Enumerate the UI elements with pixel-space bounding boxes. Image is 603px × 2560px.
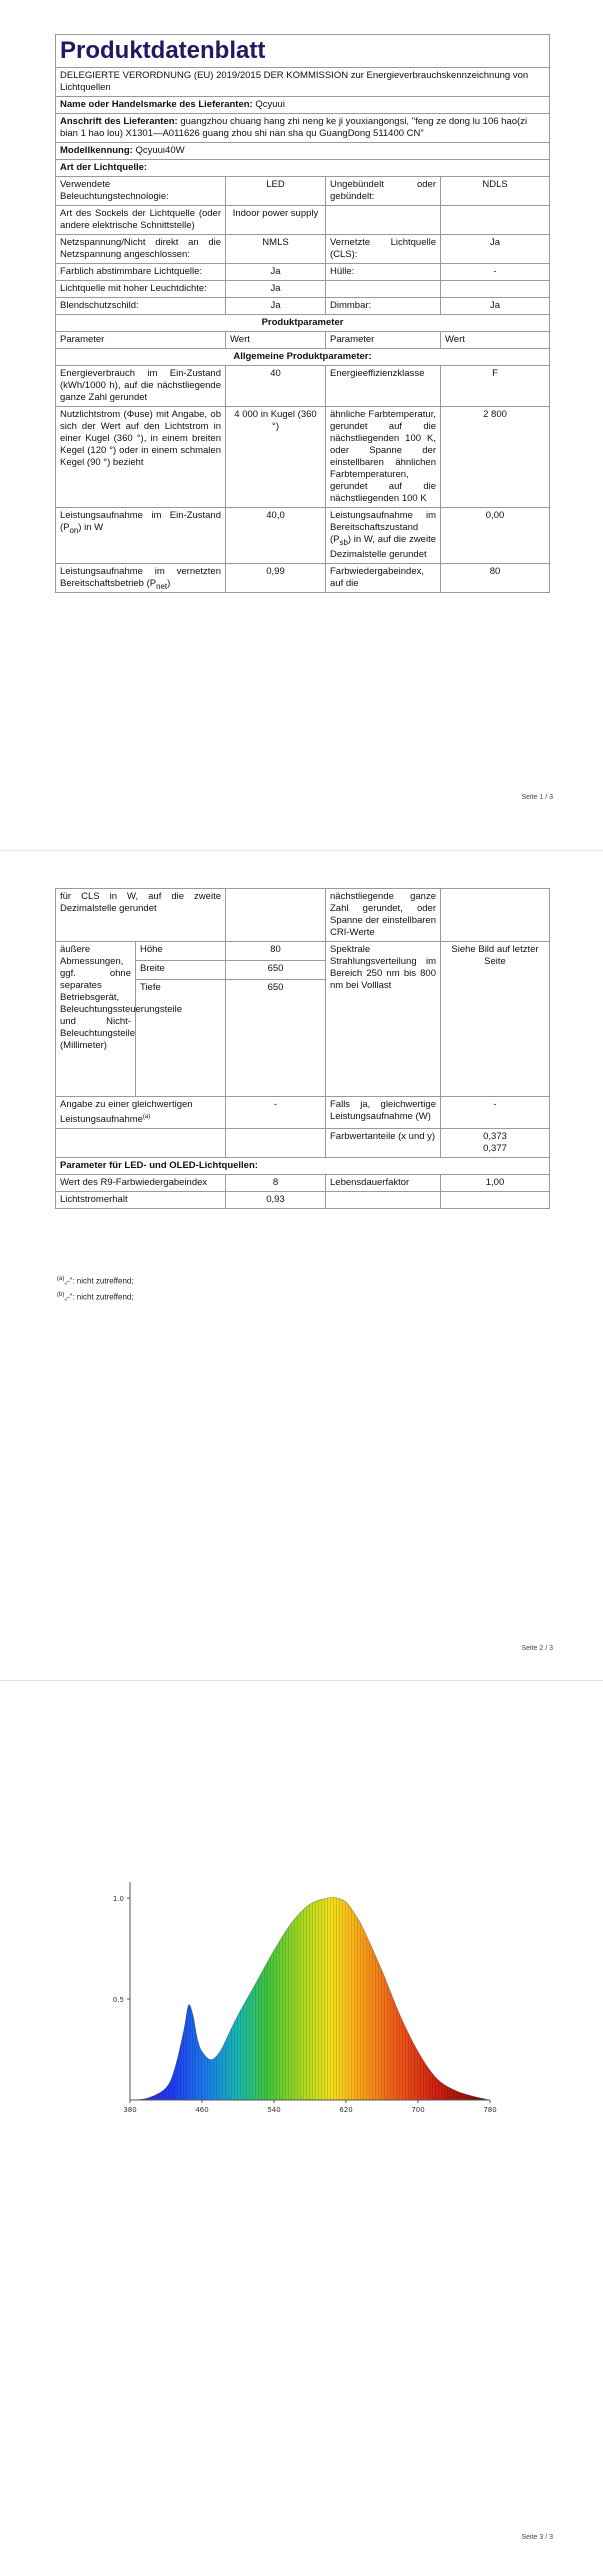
cell-value: - [226, 1097, 326, 1129]
cell-label: Netzspannung/Nicht direkt an die Netzspannung angeschlossen: [56, 235, 226, 264]
page-2 [0, 868, 603, 1668]
table-row [56, 889, 550, 942]
chroma-x: 0,373 [483, 1131, 507, 1143]
table-row [56, 177, 550, 206]
table-row [56, 1192, 550, 1209]
cell-value: 40,0 [226, 508, 326, 564]
cell-value: - [441, 1097, 550, 1129]
dimension-value: 650 [226, 961, 326, 980]
footnote-mark: (a) [57, 1276, 65, 1282]
model-value: Qcyuui40W [135, 145, 185, 156]
footnote-b [57, 1288, 134, 1305]
column-header: Parameter [56, 332, 226, 349]
dimension-value: 80 [226, 942, 326, 961]
footnote-mark: (a) [142, 1114, 151, 1120]
label-text: ) in W [78, 522, 104, 533]
chart-plot-area [113, 1882, 497, 2114]
table-row [56, 281, 550, 298]
cell-label: Lebensdauerfaktor [326, 1175, 441, 1192]
footnote-mark: (b) [57, 1292, 65, 1298]
column-header: Wert [226, 332, 326, 349]
dimensions-label: äußere Abmessungen, ggf. ohne separates Betriebsgerät, Beleuchtungssteuerungsteile und Nicht-Beleuchtungsteile (Millimeter) [56, 942, 136, 1097]
cell-label: Falls ja, gleichwertige Leistungsaufnahme (W) [326, 1097, 441, 1129]
dimension-label: Breite [136, 961, 226, 980]
table-row [56, 563, 550, 592]
cell-label: Farbwertanteile (x und y) [326, 1129, 441, 1158]
cell-value [441, 206, 550, 235]
label-text: ) [167, 577, 171, 589]
table-row [56, 407, 550, 508]
x-tick-label: 460 [195, 2106, 209, 2114]
cell-label: für CLS in W, auf die zweite Dezimalstelle gerundet [56, 889, 226, 942]
cell-label: Wert des R9-Farbwiedergabeindex [56, 1175, 226, 1192]
label-text: Leistungsaufnahme im vernetzten Bereitschaftsbetrieb (P [60, 565, 221, 589]
cell-label [56, 508, 226, 564]
datasheet-table-page-2 [55, 888, 550, 1209]
table-row [56, 1097, 550, 1129]
x-tick-label: 540 [267, 2106, 281, 2114]
cell-empty [226, 1129, 326, 1158]
cell-value: - [441, 264, 550, 281]
cell-label: Farblich abstimmbare Lichtquelle: [56, 264, 226, 281]
cell-value [226, 889, 326, 942]
page-divider [0, 850, 603, 851]
cell-value: 2 800 [441, 407, 550, 508]
table-row [56, 1175, 550, 1192]
datasheet-table-page-1 [55, 34, 550, 593]
supplier-name-row [56, 97, 550, 114]
cell-label [326, 281, 441, 298]
table-row [56, 206, 550, 235]
light-type-heading: Art der Lichtquelle: [56, 160, 550, 177]
cell-value: 4 000 in Kugel (360 °) [226, 407, 326, 508]
cell-value: NDLS [441, 177, 550, 206]
cell-empty [56, 1129, 226, 1158]
cell-value-text: 0,99 [266, 565, 285, 577]
label-subscript: net [156, 581, 168, 590]
dimension-label: Höhe [136, 942, 226, 961]
cell-value: Ja [226, 281, 326, 298]
table-row [56, 1129, 550, 1158]
cell-value: Ja [226, 264, 326, 281]
page-number: Seite 3 / 3 [521, 2534, 553, 2541]
x-tick-label: 700 [411, 2106, 425, 2114]
supplier-address-row [56, 114, 550, 143]
spectral-distribution-chart [0, 1870, 603, 2150]
page-3 [0, 1690, 603, 2560]
label-subscript: on [69, 525, 79, 535]
cell-value [441, 563, 550, 592]
x-tick-label: 780 [483, 2106, 497, 2114]
y-tick-label: 1.0 [112, 1895, 124, 1904]
cell-value-text: 80 [489, 565, 501, 577]
cell-label: Verwendete Beleuchtungstechnologie: [56, 177, 226, 206]
cell-label: Lichtstromerhalt [56, 1192, 226, 1209]
cell-value [226, 563, 326, 592]
cell-label: Energieverbrauch im Ein-Zustand (kWh/1000 h), auf die nächstliegende ganze Zahl gerundet [56, 366, 226, 407]
cell-label: Hülle: [326, 264, 441, 281]
cell-label: Vernetzte Lichtquelle (CLS): [326, 235, 441, 264]
table-row [56, 264, 550, 281]
cell-label: Blendschutzschild: [56, 298, 226, 315]
label-text: Farbwiedergabeindex, auf die [330, 565, 425, 589]
y-tick-label: 0.5 [112, 1996, 124, 2005]
label-subscript: sb [339, 537, 348, 547]
dimension-label: Tiefe [136, 980, 226, 1097]
cell-value: 0,00 [441, 508, 550, 564]
cell-value: F [441, 366, 550, 407]
label-text: ) in W, auf die zweite Dezimalstelle gerundet [330, 534, 436, 560]
cell-value: LED [226, 177, 326, 206]
cell-value [441, 889, 550, 942]
page-divider [0, 1680, 603, 1681]
cell-label: Dimmbar: [326, 298, 441, 315]
x-tick-label: 620 [339, 2106, 353, 2114]
footnote-a [57, 1272, 134, 1289]
supplier-name-value: Qcyuui [255, 99, 285, 110]
table-row [56, 942, 550, 961]
cell-value [441, 281, 550, 298]
led-params-heading: Parameter für LED- und OLED-Lichtquellen: [56, 1158, 550, 1175]
regulation-text: DELEGIERTE VERORDNUNG (EU) 2019/2015 DER KOMMISSION zur Energieverbrauchskennzeichnung von Lichtquellen [56, 68, 550, 97]
cell-label [326, 206, 441, 235]
label-text: Leistungsaufnahme im Bereitschaftszustand (P [330, 510, 436, 545]
column-header: Wert [441, 332, 550, 349]
table-row [56, 298, 550, 315]
spectral-label: Spektrale Strahlungsverteilung im Bereich 250 nm bis 800 nm bei Volllast [326, 942, 441, 1097]
cell-label [56, 563, 226, 592]
page-number: Seite 2 / 3 [521, 1645, 553, 1652]
page-title: Produktdatenblatt [56, 35, 550, 68]
label-text: Leistungsaufnahme im Ein-Zustand (P [60, 510, 221, 533]
table-row [56, 508, 550, 564]
product-params-heading: Produktparameter [56, 315, 550, 332]
cell-value: 1,00 [441, 1175, 550, 1192]
supplier-name-label: Name oder Handelsmarke des Lieferanten: [60, 99, 253, 110]
cell-value: Ja [441, 298, 550, 315]
cell-value: 0,93 [226, 1192, 326, 1209]
cell-label: Energieeffizienzklasse [326, 366, 441, 407]
label-text: Angabe zu einer gleichwertigen Leistungsaufnahme [60, 1099, 193, 1126]
cell-value: 8 [226, 1175, 326, 1192]
cell-label: Lichtquelle mit hoher Leuchtdichte: [56, 281, 226, 298]
cell-label: Art des Sockels der Lichtquelle (oder andere elektrische Schnittstelle) [56, 206, 226, 235]
x-tick-label: 380 [123, 2106, 137, 2114]
cell-value: Ja [441, 235, 550, 264]
cell-label [326, 508, 441, 564]
model-row [56, 143, 550, 160]
footnote-text: „-“: nicht zutreffend; [64, 1292, 134, 1302]
cell-label: Nutzlichtstrom (Φuse) mit Angabe, ob sich der Wert auf den Lichtstrom in einer Kugel (360 °), in einem breiten Kegel (120 °) oder in einem schmalen Kegel (90 °) bezieht [56, 407, 226, 508]
cell-value: NMLS [226, 235, 326, 264]
cell-label: nächstliegende ganze Zahl gerundet, oder Spanne der einstellbaren CRI-Werte [326, 889, 441, 942]
page-number: Seite 1 / 3 [521, 794, 553, 801]
spectrum-texture [130, 1897, 490, 2100]
supplier-address-value: guangzhou chuang hang zhi neng ke ji youxiangongsi, "feng ze dong lu 106 hao(zi bian 1 hao lou) X1301—A011626 guang zhou shi nan sha qu GuangDong 511400 CN" [60, 116, 528, 139]
cell-value: Indoor power supply [226, 206, 326, 235]
table-row [56, 235, 550, 264]
table-row [56, 366, 550, 407]
cell-value: Ja [226, 298, 326, 315]
cell-label [56, 1097, 226, 1129]
footnote-text: „-“: nicht zutreffend; [64, 1276, 134, 1286]
model-label: Modellkennung: [60, 145, 133, 156]
chroma-y: 0,377 [483, 1143, 507, 1155]
cell-label: Ungebündelt oder gebündelt: [326, 177, 441, 206]
column-header: Parameter [326, 332, 441, 349]
cell-value: 40 [226, 366, 326, 407]
supplier-address-label: Anschrift des Lieferanten: [60, 116, 178, 127]
cell-label [326, 563, 441, 592]
general-params-heading: Allgemeine Produktparameter: [56, 349, 550, 366]
cell-label: ähnliche Farbtemperatur, gerundet auf die nächstliegenden 100 K, oder Spanne der einstellbaren ähnlichen Farbtemperaturen, gerundet auf die nächstliegenden 100 K [326, 407, 441, 508]
page-1 [0, 0, 603, 830]
param-header-row [56, 332, 550, 349]
dimension-value: 650 [226, 980, 326, 1097]
cell-empty [326, 1192, 441, 1209]
cell-value [441, 1129, 550, 1158]
cell-empty [441, 1192, 550, 1209]
spectral-value: Siehe Bild auf letzter Seite [441, 942, 550, 1097]
